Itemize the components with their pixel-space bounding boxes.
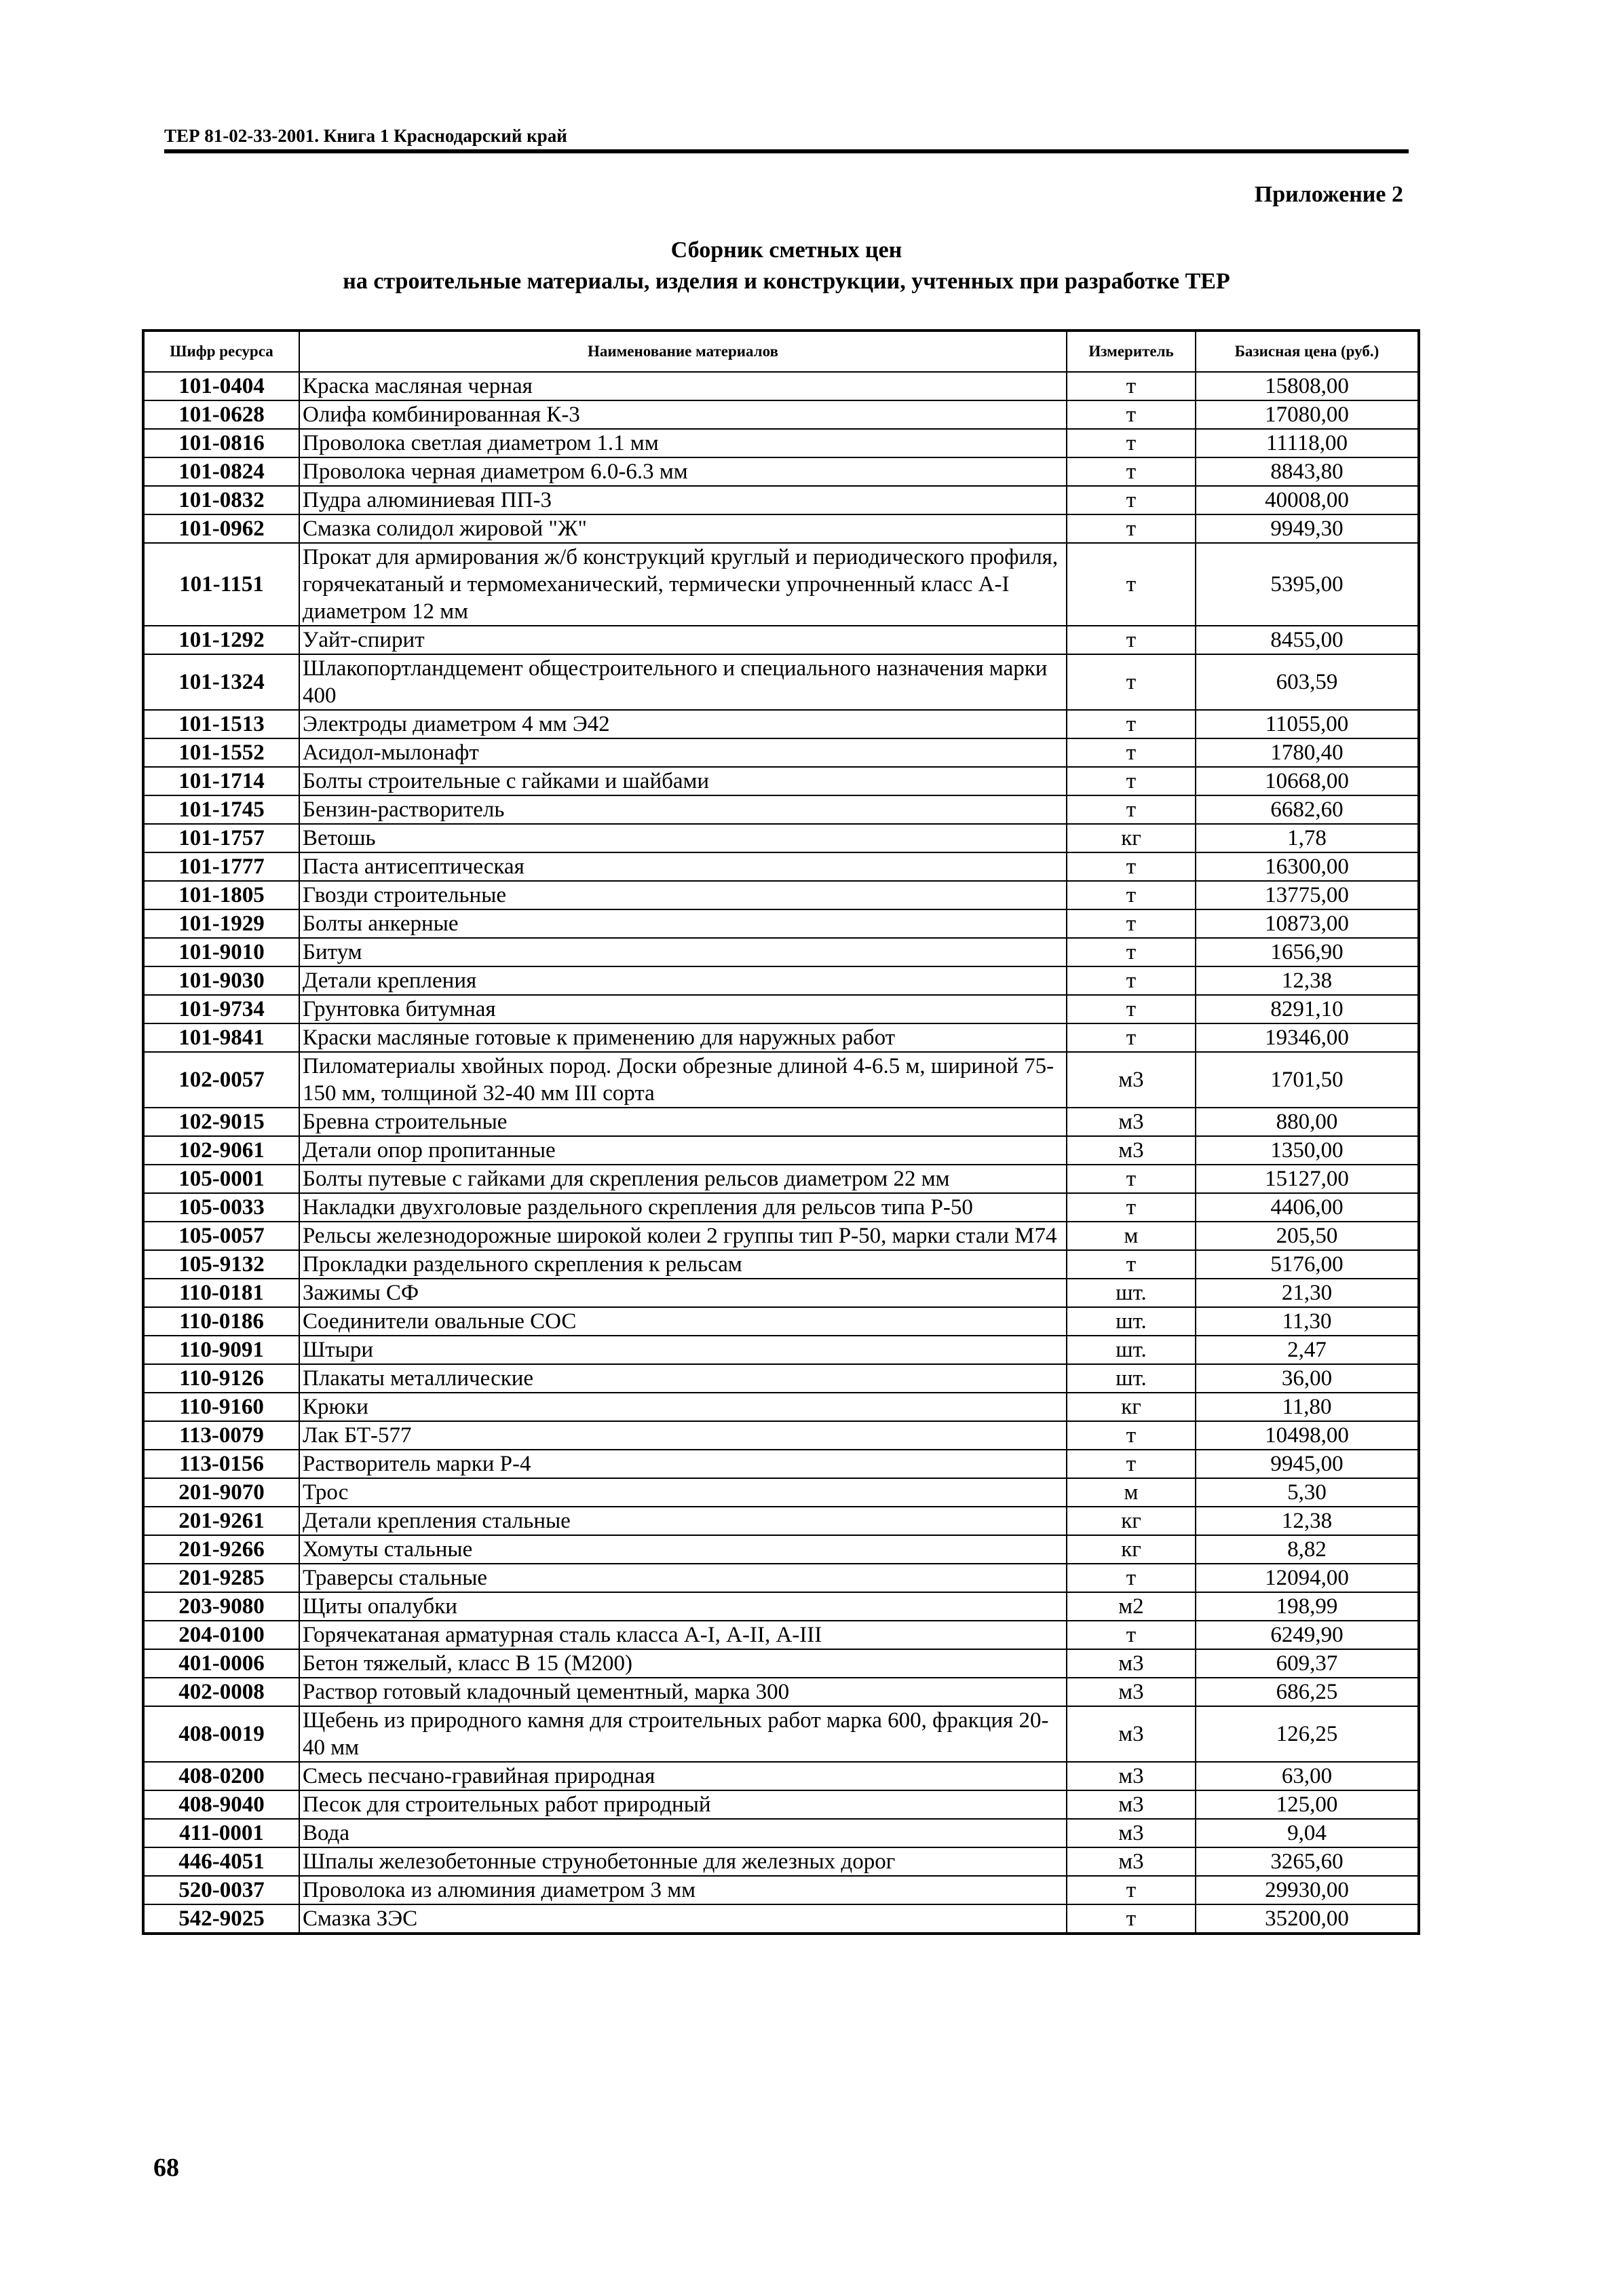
cell-name: Смазка солидол жировой "Ж" — [299, 514, 1067, 543]
cell-price: 12,38 — [1196, 966, 1419, 995]
cell-name: Штыри — [299, 1336, 1067, 1364]
table-row — [143, 852, 1419, 881]
table-row — [143, 738, 1419, 767]
cell-price: 11055,00 — [1196, 710, 1419, 738]
cell-price: 10668,00 — [1196, 767, 1419, 795]
cell-price: 10873,00 — [1196, 909, 1419, 938]
cell-price: 6682,60 — [1196, 795, 1419, 824]
cell-name: Паста антисептическая — [299, 852, 1067, 881]
cell-price: 17080,00 — [1196, 400, 1419, 429]
cell-code: 408-9040 — [143, 1790, 299, 1819]
cell-name: Прокат для армирования ж/б конструкций круглый и периодического профиля, горячекатаный и термомеханический, термически упрочненный класс А-I диаметром 12 мм — [299, 543, 1067, 626]
table-row — [143, 1250, 1419, 1279]
cell-unit: т — [1067, 1165, 1196, 1193]
table-row — [143, 372, 1419, 400]
table-row — [143, 514, 1419, 543]
table-row — [143, 1706, 1419, 1762]
cell-code: 204-0100 — [143, 1621, 299, 1649]
cell-unit: т — [1067, 1450, 1196, 1478]
cell-unit: т — [1067, 1193, 1196, 1222]
cell-code: 101-0824 — [143, 457, 299, 486]
cell-code: 201-9070 — [143, 1478, 299, 1507]
table-row — [143, 1136, 1419, 1165]
cell-name: Электроды диаметром 4 мм Э42 — [299, 710, 1067, 738]
cell-unit: кг — [1067, 1535, 1196, 1564]
table-row — [143, 1621, 1419, 1649]
header-price: Базисная цена (руб.) — [1196, 331, 1419, 372]
cell-code: 101-9030 — [143, 966, 299, 995]
table-row — [143, 486, 1419, 514]
cell-unit: м3 — [1067, 1678, 1196, 1706]
cell-code: 101-1805 — [143, 881, 299, 909]
cell-name: Крюки — [299, 1393, 1067, 1421]
table-row — [143, 1336, 1419, 1364]
table-row — [143, 1678, 1419, 1706]
cell-unit: т — [1067, 852, 1196, 881]
cell-unit: т — [1067, 767, 1196, 795]
cell-name: Смазка ЗЭС — [299, 1904, 1067, 1934]
cell-name: Битум — [299, 938, 1067, 966]
cell-name: Детали опор пропитанные — [299, 1136, 1067, 1165]
cell-price: 21,30 — [1196, 1279, 1419, 1307]
cell-price: 1780,40 — [1196, 738, 1419, 767]
cell-price: 2,47 — [1196, 1336, 1419, 1364]
table-row — [143, 938, 1419, 966]
cell-code: 102-9015 — [143, 1108, 299, 1136]
table-header-row — [143, 331, 1419, 372]
cell-unit: шт. — [1067, 1364, 1196, 1393]
cell-price: 19346,00 — [1196, 1023, 1419, 1052]
table-row — [143, 1478, 1419, 1507]
cell-unit: м3 — [1067, 1762, 1196, 1790]
cell-price: 11118,00 — [1196, 429, 1419, 457]
header-name: Наименование материалов — [299, 331, 1067, 372]
cell-unit: т — [1067, 1421, 1196, 1450]
cell-name: Бетон тяжелый, класс В 15 (М200) — [299, 1649, 1067, 1678]
cell-code: 110-0181 — [143, 1279, 299, 1307]
cell-code: 411-0001 — [143, 1819, 299, 1847]
cell-name: Пиломатериалы хвойных пород. Доски обрезные длиной 4-6.5 м, шириной 75-150 мм, толщиной 32-40 мм III сорта — [299, 1052, 1067, 1108]
cell-price: 4406,00 — [1196, 1193, 1419, 1222]
table-row — [143, 824, 1419, 852]
table-row — [143, 966, 1419, 995]
cell-code: 101-0832 — [143, 486, 299, 514]
cell-unit: м3 — [1067, 1136, 1196, 1165]
cell-name: Пудра алюминиевая ПП-3 — [299, 486, 1067, 514]
cell-name: Траверсы стальные — [299, 1564, 1067, 1592]
cell-price: 9945,00 — [1196, 1450, 1419, 1478]
cell-unit: м — [1067, 1222, 1196, 1250]
cell-name: Рельсы железнодорожные широкой колеи 2 группы тип Р-50, марки стали М74 — [299, 1222, 1067, 1250]
table-row — [143, 909, 1419, 938]
cell-code: 101-0962 — [143, 514, 299, 543]
table-row — [143, 795, 1419, 824]
cell-name: Щиты опалубки — [299, 1592, 1067, 1621]
cell-code: 101-1513 — [143, 710, 299, 738]
cell-unit: т — [1067, 710, 1196, 738]
cell-price: 198,99 — [1196, 1592, 1419, 1621]
table-row — [143, 457, 1419, 486]
cell-code: 101-1552 — [143, 738, 299, 767]
table-row — [143, 1904, 1419, 1934]
running-header: ТЕР 81-02-33-2001. Книга 1 Краснодарский край — [164, 126, 567, 146]
cell-unit: т — [1067, 938, 1196, 966]
header-code: Шифр ресурса — [143, 331, 299, 372]
cell-code: 102-0057 — [143, 1052, 299, 1108]
cell-price: 603,59 — [1196, 654, 1419, 710]
cell-price: 6249,90 — [1196, 1621, 1419, 1649]
cell-name: Проволока из алюминия диаметром 3 мм — [299, 1876, 1067, 1904]
cell-price: 12,38 — [1196, 1507, 1419, 1535]
cell-price: 1,78 — [1196, 824, 1419, 852]
cell-unit: т — [1067, 1621, 1196, 1649]
table-row — [143, 543, 1419, 626]
cell-name: Краска масляная черная — [299, 372, 1067, 400]
cell-name: Бревна строительные — [299, 1108, 1067, 1136]
table-row — [143, 881, 1419, 909]
cell-code: 201-9266 — [143, 1535, 299, 1564]
table-row — [143, 995, 1419, 1023]
cell-name: Горячекатаная арматурная сталь класса А-I, А-II, А-III — [299, 1621, 1067, 1649]
cell-unit: т — [1067, 909, 1196, 938]
cell-name: Песок для строительных работ природный — [299, 1790, 1067, 1819]
cell-code: 101-1292 — [143, 626, 299, 654]
table-row — [143, 654, 1419, 710]
table-row — [143, 1507, 1419, 1535]
table-row — [143, 626, 1419, 654]
cell-unit: м3 — [1067, 1706, 1196, 1762]
cell-code: 101-0816 — [143, 429, 299, 457]
cell-name: Растворитель марки Р-4 — [299, 1450, 1067, 1478]
cell-unit: т — [1067, 795, 1196, 824]
cell-code: 101-1929 — [143, 909, 299, 938]
header-unit: Измеритель — [1067, 331, 1196, 372]
cell-code: 542-9025 — [143, 1904, 299, 1934]
cell-price: 5176,00 — [1196, 1250, 1419, 1279]
table-row — [143, 1052, 1419, 1108]
cell-price: 8455,00 — [1196, 626, 1419, 654]
cell-unit: т — [1067, 1904, 1196, 1934]
cell-unit: м3 — [1067, 1819, 1196, 1847]
table-row — [143, 1023, 1419, 1052]
document-title — [164, 235, 1409, 297]
cell-name: Шлакопортландцемент общестроительного и специального назначения марки 400 — [299, 654, 1067, 710]
cell-price: 11,30 — [1196, 1307, 1419, 1336]
cell-unit: т — [1067, 486, 1196, 514]
table-row — [143, 1165, 1419, 1193]
cell-unit: шт. — [1067, 1336, 1196, 1364]
cell-price: 40008,00 — [1196, 486, 1419, 514]
cell-unit: шт. — [1067, 1279, 1196, 1307]
cell-name: Соединители овальные СОС — [299, 1307, 1067, 1336]
cell-price: 16300,00 — [1196, 852, 1419, 881]
cell-code: 201-9285 — [143, 1564, 299, 1592]
cell-code: 101-1151 — [143, 543, 299, 626]
cell-name: Краски масляные готовые к применению для наружных работ — [299, 1023, 1067, 1052]
table-row — [143, 1393, 1419, 1421]
cell-price: 5395,00 — [1196, 543, 1419, 626]
cell-unit: м3 — [1067, 1108, 1196, 1136]
cell-code: 201-9261 — [143, 1507, 299, 1535]
cell-unit: шт. — [1067, 1307, 1196, 1336]
cell-code: 101-9734 — [143, 995, 299, 1023]
cell-unit: т — [1067, 995, 1196, 1023]
table-row — [143, 1535, 1419, 1564]
cell-code: 110-9160 — [143, 1393, 299, 1421]
cell-name: Зажимы СФ — [299, 1279, 1067, 1307]
cell-code: 110-0186 — [143, 1307, 299, 1336]
cell-price: 880,00 — [1196, 1108, 1419, 1136]
cell-code: 101-1324 — [143, 654, 299, 710]
cell-unit: т — [1067, 457, 1196, 486]
cell-unit: т — [1067, 400, 1196, 429]
cell-unit: м3 — [1067, 1052, 1196, 1108]
table-row — [143, 400, 1419, 429]
cell-price: 10498,00 — [1196, 1421, 1419, 1450]
title-line-2: на строительные материалы, изделия и конструкции, учтенных при разработке ТЕР — [343, 269, 1230, 294]
cell-unit: т — [1067, 654, 1196, 710]
cell-name: Трос — [299, 1478, 1067, 1507]
cell-code: 105-0033 — [143, 1193, 299, 1222]
cell-unit: т — [1067, 514, 1196, 543]
cell-unit: т — [1067, 372, 1196, 400]
cell-name: Болты строительные с гайками и шайбами — [299, 767, 1067, 795]
cell-price: 1350,00 — [1196, 1136, 1419, 1165]
table-row — [143, 710, 1419, 738]
cell-price: 9,04 — [1196, 1819, 1419, 1847]
table-row — [143, 1450, 1419, 1478]
cell-price: 205,50 — [1196, 1222, 1419, 1250]
cell-code: 105-0001 — [143, 1165, 299, 1193]
cell-name: Щебень из природного камня для строительных работ марка 600, фракция 20-40 мм — [299, 1706, 1067, 1762]
cell-price: 11,80 — [1196, 1393, 1419, 1421]
cell-name: Проволока светлая диаметром 1.1 мм — [299, 429, 1067, 457]
cell-unit: т — [1067, 429, 1196, 457]
cell-code: 110-9091 — [143, 1336, 299, 1364]
cell-code: 101-9010 — [143, 938, 299, 966]
cell-name: Лак БТ-577 — [299, 1421, 1067, 1450]
table-row — [143, 1819, 1419, 1847]
appendix-label: Приложение 2 — [1254, 182, 1403, 207]
table-row — [143, 1592, 1419, 1621]
cell-price: 609,37 — [1196, 1649, 1419, 1678]
cell-unit: т — [1067, 1250, 1196, 1279]
table-row — [143, 1364, 1419, 1393]
cell-code: 101-1757 — [143, 824, 299, 852]
table-row — [143, 1762, 1419, 1790]
cell-price: 8843,80 — [1196, 457, 1419, 486]
cell-name: Болты путевые с гайками для скрепления рельсов диаметром 22 мм — [299, 1165, 1067, 1193]
title-line-1: Сборник сметных цен — [670, 238, 902, 263]
cell-unit: т — [1067, 1023, 1196, 1052]
cell-price: 15127,00 — [1196, 1165, 1419, 1193]
cell-price: 1656,90 — [1196, 938, 1419, 966]
cell-price: 5,30 — [1196, 1478, 1419, 1507]
cell-name: Грунтовка битумная — [299, 995, 1067, 1023]
table-row — [143, 1193, 1419, 1222]
table-row — [143, 1421, 1419, 1450]
cell-name: Плакаты металлические — [299, 1364, 1067, 1393]
cell-name: Детали крепления — [299, 966, 1067, 995]
cell-name: Бензин-растворитель — [299, 795, 1067, 824]
table-body — [143, 372, 1419, 1934]
materials-price-table — [142, 329, 1420, 1935]
cell-unit: т — [1067, 543, 1196, 626]
cell-name: Шпалы железобетонные струнобетонные для железных дорог — [299, 1847, 1067, 1876]
table-row — [143, 1222, 1419, 1250]
cell-unit: кг — [1067, 1393, 1196, 1421]
table-row — [143, 1876, 1419, 1904]
cell-name: Накладки двухголовые раздельного скрепления для рельсов типа Р-50 — [299, 1193, 1067, 1222]
cell-code: 402-0008 — [143, 1678, 299, 1706]
cell-unit: м3 — [1067, 1649, 1196, 1678]
cell-name: Уайт-спирит — [299, 626, 1067, 654]
table-row — [143, 767, 1419, 795]
page-number: 68 — [153, 2153, 179, 2182]
cell-price: 126,25 — [1196, 1706, 1419, 1762]
cell-unit: т — [1067, 881, 1196, 909]
table-row — [143, 429, 1419, 457]
cell-price: 9949,30 — [1196, 514, 1419, 543]
cell-code: 101-1714 — [143, 767, 299, 795]
cell-code: 101-1745 — [143, 795, 299, 824]
table-row — [143, 1108, 1419, 1136]
cell-name: Ветошь — [299, 824, 1067, 852]
cell-code: 101-9841 — [143, 1023, 299, 1052]
cell-code: 105-9132 — [143, 1250, 299, 1279]
cell-code: 101-1777 — [143, 852, 299, 881]
cell-code: 105-0057 — [143, 1222, 299, 1250]
cell-name: Раствор готовый кладочный цементный, марка 300 — [299, 1678, 1067, 1706]
cell-code: 113-0156 — [143, 1450, 299, 1478]
header-rule — [164, 149, 1409, 153]
cell-price: 63,00 — [1196, 1762, 1419, 1790]
cell-price: 29930,00 — [1196, 1876, 1419, 1904]
cell-name: Вода — [299, 1819, 1067, 1847]
cell-name: Гвозди строительные — [299, 881, 1067, 909]
cell-code: 101-0404 — [143, 372, 299, 400]
cell-code: 113-0079 — [143, 1421, 299, 1450]
cell-unit: т — [1067, 1564, 1196, 1592]
cell-code: 408-0200 — [143, 1762, 299, 1790]
cell-name: Болты анкерные — [299, 909, 1067, 938]
cell-code: 520-0037 — [143, 1876, 299, 1904]
cell-name: Хомуты стальные — [299, 1535, 1067, 1564]
cell-unit: кг — [1067, 824, 1196, 852]
table-row — [143, 1307, 1419, 1336]
cell-unit: т — [1067, 1876, 1196, 1904]
cell-code: 110-9126 — [143, 1364, 299, 1393]
cell-price: 8291,10 — [1196, 995, 1419, 1023]
cell-unit: кг — [1067, 1507, 1196, 1535]
cell-price: 13775,00 — [1196, 881, 1419, 909]
cell-price: 15808,00 — [1196, 372, 1419, 400]
cell-name: Смесь песчано-гравийная природная — [299, 1762, 1067, 1790]
cell-unit: т — [1067, 966, 1196, 995]
cell-unit: м3 — [1067, 1847, 1196, 1876]
cell-unit: т — [1067, 626, 1196, 654]
cell-price: 36,00 — [1196, 1364, 1419, 1393]
cell-name: Прокладки раздельного скрепления к рельсам — [299, 1250, 1067, 1279]
cell-code: 203-9080 — [143, 1592, 299, 1621]
table-row — [143, 1649, 1419, 1678]
cell-price: 3265,60 — [1196, 1847, 1419, 1876]
cell-unit: м2 — [1067, 1592, 1196, 1621]
cell-unit: м — [1067, 1478, 1196, 1507]
cell-unit: м3 — [1067, 1790, 1196, 1819]
cell-unit: т — [1067, 738, 1196, 767]
cell-name: Детали крепления стальные — [299, 1507, 1067, 1535]
table-row — [143, 1790, 1419, 1819]
cell-price: 686,25 — [1196, 1678, 1419, 1706]
cell-price: 125,00 — [1196, 1790, 1419, 1819]
table-row — [143, 1847, 1419, 1876]
cell-code: 101-0628 — [143, 400, 299, 429]
cell-name: Олифа комбинированная К-3 — [299, 400, 1067, 429]
cell-price: 12094,00 — [1196, 1564, 1419, 1592]
cell-code: 401-0006 — [143, 1649, 299, 1678]
cell-code: 408-0019 — [143, 1706, 299, 1762]
cell-code: 102-9061 — [143, 1136, 299, 1165]
cell-code: 446-4051 — [143, 1847, 299, 1876]
cell-price: 1701,50 — [1196, 1052, 1419, 1108]
table-row — [143, 1279, 1419, 1307]
cell-price: 35200,00 — [1196, 1904, 1419, 1934]
cell-name: Асидол-мылонафт — [299, 738, 1067, 767]
cell-price: 8,82 — [1196, 1535, 1419, 1564]
cell-name: Проволока черная диаметром 6.0-6.3 мм — [299, 457, 1067, 486]
table-row — [143, 1564, 1419, 1592]
